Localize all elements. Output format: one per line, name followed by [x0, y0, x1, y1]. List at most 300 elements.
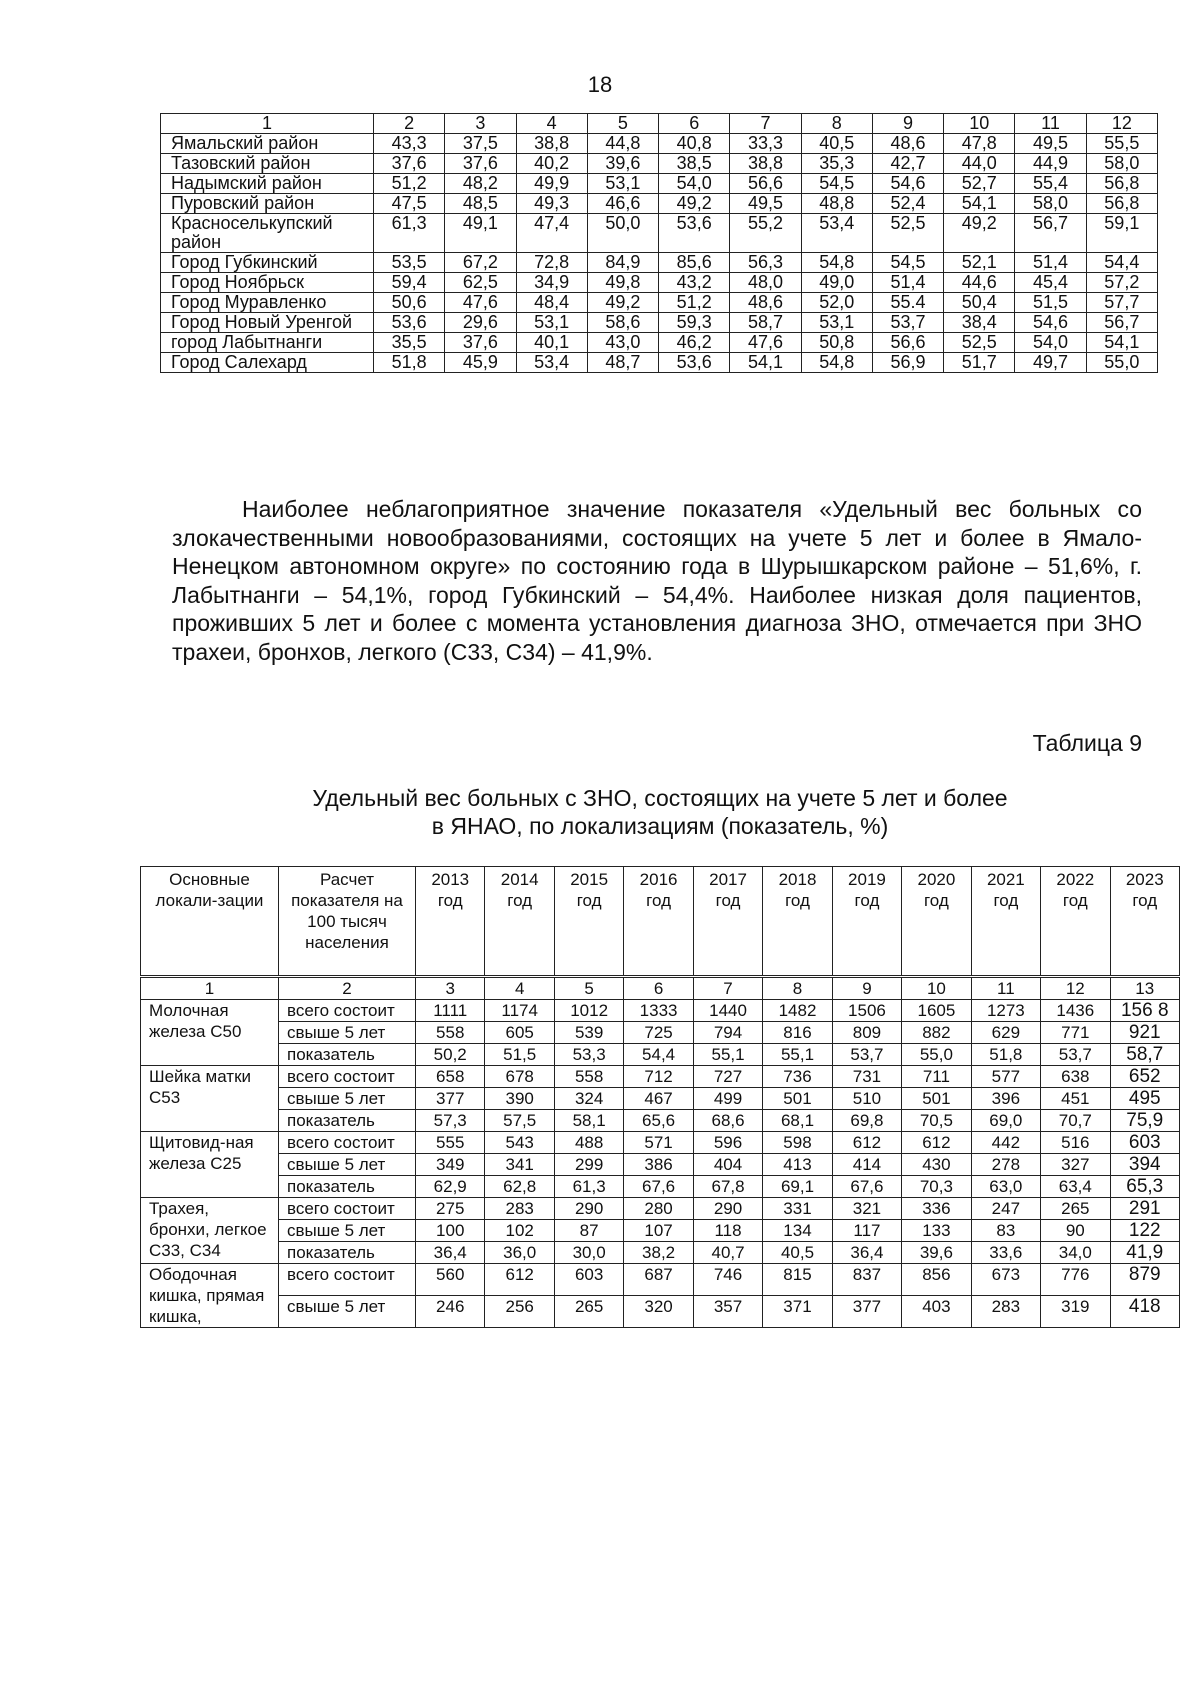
value-cell: 117 [832, 1220, 901, 1242]
value-cell: 59,1 [1086, 214, 1157, 253]
localization-name: Трахея, бронхи, легкое С33, С34 [141, 1198, 279, 1264]
column-number-cell: 7 [693, 977, 762, 1000]
value-cell: 49,8 [587, 273, 658, 293]
column-number-cell: 6 [659, 114, 730, 134]
value-cell: 118 [693, 1220, 762, 1242]
value-cell: 712 [624, 1066, 693, 1088]
summary-paragraph: Наиболее неблагоприятное значение показателя «Удельный вес больных со злокачественными новообразованиями, состоящих на учете 5 лет и более в Ямало-Ненецком автономном округе» по состоянию года в Шурышкарском районе – 51,6%, г. Лабытнанги – 54,1%, город Губкинский – 54,4%. Наиболее низкая доля пациентов, проживших 5 лет и более с момента установления диагноза ЗНО, отмечается при ЗНО трахеи, бронхов, легкого (С33, С34) – 41,9%. [172, 496, 1142, 665]
value-cell: 39,6 [587, 154, 658, 174]
value-cell: 53,4 [516, 353, 587, 373]
value-cell: 50,4 [944, 293, 1015, 313]
value-cell: 54,5 [872, 253, 943, 273]
value-cell: 34,0 [1041, 1242, 1110, 1264]
value-cell: 38,8 [730, 154, 801, 174]
value-cell: 47,8 [944, 134, 1015, 154]
value-cell: 1482 [763, 1000, 832, 1022]
value-cell: 56,9 [872, 353, 943, 373]
value-cell: 58,0 [1086, 154, 1157, 174]
value-cell: 51,8 [374, 353, 445, 373]
value-cell: 48,0 [730, 273, 801, 293]
value-cell: 357 [693, 1296, 762, 1328]
value-cell: 47,6 [730, 333, 801, 353]
value-cell: 54,6 [872, 174, 943, 194]
value-cell: 394 [1110, 1154, 1179, 1176]
value-cell: 59,3 [659, 313, 730, 333]
value-cell: 40,5 [801, 134, 872, 154]
value-cell: 629 [971, 1022, 1040, 1044]
value-cell: 85,6 [659, 253, 730, 273]
value-cell: 48,8 [801, 194, 872, 214]
value-cell: 731 [832, 1066, 901, 1088]
calculation-label: показатель [279, 1044, 416, 1066]
value-cell: 501 [763, 1088, 832, 1110]
value-cell: 53,1 [801, 313, 872, 333]
value-cell: 90 [1041, 1220, 1110, 1242]
value-cell: 156 8 [1110, 1000, 1179, 1022]
header-year: 2013 год [416, 867, 485, 977]
value-cell: 349 [416, 1154, 485, 1176]
table-row [141, 1220, 1180, 1242]
column-number-cell: 3 [416, 977, 485, 1000]
value-cell: 37,5 [445, 134, 516, 154]
value-cell: 711 [902, 1066, 971, 1088]
column-number-cell: 4 [485, 977, 554, 1000]
value-cell: 442 [971, 1132, 1040, 1154]
value-cell: 499 [693, 1088, 762, 1110]
value-cell: 341 [485, 1154, 554, 1176]
value-cell: 320 [624, 1296, 693, 1328]
value-cell: 53,1 [516, 313, 587, 333]
value-cell: 102 [485, 1220, 554, 1242]
value-cell: 539 [554, 1022, 623, 1044]
value-cell: 56,8 [1086, 194, 1157, 214]
value-cell: 38,4 [944, 313, 1015, 333]
value-cell: 44,6 [944, 273, 1015, 293]
value-cell: 687 [624, 1264, 693, 1296]
table-row [141, 1000, 1180, 1022]
value-cell: 134 [763, 1220, 832, 1242]
value-cell: 794 [693, 1022, 762, 1044]
calculation-label: всего состоит [279, 1066, 416, 1088]
value-cell: 558 [554, 1066, 623, 1088]
value-cell: 652 [1110, 1066, 1179, 1088]
value-cell: 57,2 [1086, 273, 1157, 293]
value-cell: 46,6 [587, 194, 658, 214]
district-name: Красноселькупский район [161, 214, 374, 253]
column-number-cell: 11 [1015, 114, 1086, 134]
value-cell: 299 [554, 1154, 623, 1176]
header-year: 2022 год [1041, 867, 1110, 977]
header-year: 2015 год [554, 867, 623, 977]
value-cell: 856 [902, 1264, 971, 1296]
value-cell: 55,2 [730, 214, 801, 253]
value-cell: 59,4 [374, 273, 445, 293]
value-cell: 57,5 [485, 1110, 554, 1132]
value-cell: 54,5 [801, 174, 872, 194]
header-year: 2020 год [902, 867, 971, 977]
header-year: 2019 год [832, 867, 901, 977]
value-cell: 377 [416, 1088, 485, 1110]
value-cell: 56,8 [1086, 174, 1157, 194]
calculation-label: всего состоит [279, 1000, 416, 1022]
calculation-label: всего состоит [279, 1198, 416, 1220]
value-cell: 49,5 [730, 194, 801, 214]
calculation-label: свыше 5 лет [279, 1088, 416, 1110]
calculation-label: всего состоит [279, 1132, 416, 1154]
calculation-label: свыше 5 лет [279, 1220, 416, 1242]
table-row [141, 1296, 1180, 1328]
value-cell: 736 [763, 1066, 832, 1088]
value-cell: 638 [1041, 1066, 1110, 1088]
column-number-cell: 10 [944, 114, 1015, 134]
value-cell: 467 [624, 1088, 693, 1110]
column-number-cell: 7 [730, 114, 801, 134]
column-number-cell: 8 [801, 114, 872, 134]
value-cell: 69,8 [832, 1110, 901, 1132]
value-cell: 612 [485, 1264, 554, 1296]
value-cell: 46,2 [659, 333, 730, 353]
value-cell: 57,3 [416, 1110, 485, 1132]
value-cell: 40,1 [516, 333, 587, 353]
value-cell: 55,5 [1086, 134, 1157, 154]
value-cell: 290 [554, 1198, 623, 1220]
value-cell: 68,6 [693, 1110, 762, 1132]
value-cell: 612 [832, 1132, 901, 1154]
value-cell: 70,7 [1041, 1110, 1110, 1132]
value-cell: 38,2 [624, 1242, 693, 1264]
column-number-cell: 5 [554, 977, 623, 1000]
value-cell: 510 [832, 1088, 901, 1110]
column-number-cell: 9 [832, 977, 901, 1000]
value-cell: 54,0 [1015, 333, 1086, 353]
value-cell: 555 [416, 1132, 485, 1154]
value-cell: 809 [832, 1022, 901, 1044]
column-number-cell: 12 [1041, 977, 1110, 1000]
table-row [161, 253, 1158, 273]
value-cell: 403 [902, 1296, 971, 1328]
value-cell: 50,8 [801, 333, 872, 353]
table-row [161, 214, 1158, 253]
value-cell: 882 [902, 1022, 971, 1044]
value-cell: 29,6 [445, 313, 516, 333]
value-cell: 414 [832, 1154, 901, 1176]
table-row [161, 174, 1158, 194]
value-cell: 70,5 [902, 1110, 971, 1132]
value-cell: 52,4 [872, 194, 943, 214]
value-cell: 596 [693, 1132, 762, 1154]
value-cell: 48,2 [445, 174, 516, 194]
column-number-cell: 2 [279, 977, 416, 1000]
value-cell: 52,5 [872, 214, 943, 253]
table-row [161, 194, 1158, 214]
value-cell: 51,4 [872, 273, 943, 293]
value-cell: 75,9 [1110, 1110, 1179, 1132]
value-cell: 603 [1110, 1132, 1179, 1154]
value-cell: 816 [763, 1022, 832, 1044]
value-cell: 52,7 [944, 174, 1015, 194]
column-number-cell: 3 [445, 114, 516, 134]
column-number-cell: 6 [624, 977, 693, 1000]
value-cell: 48,7 [587, 353, 658, 373]
value-cell: 678 [485, 1066, 554, 1088]
localization-name: Молочная железа С50 [141, 1000, 279, 1066]
value-cell: 327 [1041, 1154, 1110, 1176]
value-cell: 44,9 [1015, 154, 1086, 174]
value-cell: 598 [763, 1132, 832, 1154]
value-cell: 49,0 [801, 273, 872, 293]
header-year: 2023 год [1110, 867, 1179, 977]
value-cell: 673 [971, 1264, 1040, 1296]
value-cell: 49,7 [1015, 353, 1086, 373]
table-row [161, 333, 1158, 353]
column-number-cell: 10 [902, 977, 971, 1000]
value-cell: 56,6 [730, 174, 801, 194]
value-cell: 1012 [554, 1000, 623, 1022]
value-cell: 58,0 [1015, 194, 1086, 214]
value-cell: 404 [693, 1154, 762, 1176]
value-cell: 256 [485, 1296, 554, 1328]
header-year: 2021 год [971, 867, 1040, 977]
value-cell: 879 [1110, 1264, 1179, 1296]
value-cell: 53,3 [554, 1044, 623, 1066]
table-row [161, 134, 1158, 154]
value-cell: 52,1 [944, 253, 1015, 273]
column-number-cell: 2 [374, 114, 445, 134]
column-number-cell: 11 [971, 977, 1040, 1000]
value-cell: 51,4 [1015, 253, 1086, 273]
column-number-cell: 5 [587, 114, 658, 134]
localization-name: Ободочная кишка, прямая кишка, [141, 1264, 279, 1328]
value-cell: 396 [971, 1088, 1040, 1110]
column-number-cell: 8 [763, 977, 832, 1000]
calculation-label: всего состоит [279, 1264, 416, 1296]
table-header-row [141, 867, 1180, 977]
value-cell: 47,4 [516, 214, 587, 253]
table-label: Таблица 9 [1032, 730, 1142, 756]
value-cell: 605 [485, 1022, 554, 1044]
value-cell: 1333 [624, 1000, 693, 1022]
value-cell: 37,6 [374, 154, 445, 174]
value-cell: 62,5 [445, 273, 516, 293]
value-cell: 56,7 [1015, 214, 1086, 253]
value-cell: 49,2 [587, 293, 658, 313]
value-cell: 61,3 [554, 1176, 623, 1198]
value-cell: 40,2 [516, 154, 587, 174]
calculation-label: показатель [279, 1242, 416, 1264]
value-cell: 49,2 [944, 214, 1015, 253]
header-year: 2016 год [624, 867, 693, 977]
table-title [160, 784, 1160, 840]
value-cell: 35,5 [374, 333, 445, 353]
column-number-cell: 1 [161, 114, 374, 134]
value-cell: 38,5 [659, 154, 730, 174]
value-cell: 727 [693, 1066, 762, 1088]
value-cell: 45,9 [445, 353, 516, 373]
value-cell: 725 [624, 1022, 693, 1044]
value-cell: 516 [1041, 1132, 1110, 1154]
district-name: Ямальский район [161, 134, 374, 154]
table-row [161, 154, 1158, 174]
value-cell: 451 [1041, 1088, 1110, 1110]
table-row [161, 293, 1158, 313]
district-name: Город Новый Уренгой [161, 313, 374, 333]
header-year: 2017 год [693, 867, 762, 977]
value-cell: 34,9 [516, 273, 587, 293]
value-cell: 63,0 [971, 1176, 1040, 1198]
value-cell: 68,1 [763, 1110, 832, 1132]
value-cell: 55,1 [763, 1044, 832, 1066]
table-row [141, 1176, 1180, 1198]
localization-name: Щитовид-ная железа С25 [141, 1132, 279, 1198]
value-cell: 57,7 [1086, 293, 1157, 313]
value-cell: 33,6 [971, 1242, 1040, 1264]
value-cell: 54,1 [1086, 333, 1157, 353]
value-cell: 58,7 [730, 313, 801, 333]
value-cell: 36,0 [485, 1242, 554, 1264]
value-cell: 53,7 [1041, 1044, 1110, 1066]
value-cell: 48,6 [872, 134, 943, 154]
value-cell: 44,8 [587, 134, 658, 154]
value-cell: 51,2 [659, 293, 730, 313]
calculation-label: показатель [279, 1176, 416, 1198]
value-cell: 58,1 [554, 1110, 623, 1132]
table-row [141, 1132, 1180, 1154]
value-cell: 488 [554, 1132, 623, 1154]
value-cell: 1506 [832, 1000, 901, 1022]
value-cell: 53,7 [872, 313, 943, 333]
header-localization: Основные локали-зации [141, 867, 279, 977]
table-row [161, 313, 1158, 333]
column-number-cell: 1 [141, 977, 279, 1000]
value-cell: 48,5 [445, 194, 516, 214]
value-cell: 746 [693, 1264, 762, 1296]
value-cell: 53,6 [659, 353, 730, 373]
value-cell: 319 [1041, 1296, 1110, 1328]
value-cell: 55,1 [693, 1044, 762, 1066]
calculation-label: свыше 5 лет [279, 1022, 416, 1044]
header-year: 2014 год [485, 867, 554, 977]
value-cell: 53,6 [659, 214, 730, 253]
value-cell: 1273 [971, 1000, 1040, 1022]
value-cell: 265 [554, 1296, 623, 1328]
value-cell: 87 [554, 1220, 623, 1242]
value-cell: 47,5 [374, 194, 445, 214]
value-cell: 54,1 [730, 353, 801, 373]
value-cell: 84,9 [587, 253, 658, 273]
value-cell: 51,5 [1015, 293, 1086, 313]
table-row [141, 1242, 1180, 1264]
column-number-cell: 13 [1110, 977, 1179, 1000]
value-cell: 390 [485, 1088, 554, 1110]
value-cell: 371 [763, 1296, 832, 1328]
column-number-cell: 4 [516, 114, 587, 134]
value-cell: 41,9 [1110, 1242, 1179, 1264]
value-cell: 56,3 [730, 253, 801, 273]
calculation-label: свыше 5 лет [279, 1154, 416, 1176]
value-cell: 53,1 [587, 174, 658, 194]
table-row [141, 1088, 1180, 1110]
value-cell: 37,6 [445, 154, 516, 174]
value-cell: 49,3 [516, 194, 587, 214]
district-name: Надымский район [161, 174, 374, 194]
value-cell: 278 [971, 1154, 1040, 1176]
value-cell: 133 [902, 1220, 971, 1242]
value-cell: 50,0 [587, 214, 658, 253]
table-title-line-1: Удельный вес больных с ЗНО, состоящих на учете 5 лет и более [312, 785, 1008, 811]
calculation-label: показатель [279, 1110, 416, 1132]
localization-name: Шейка матки С53 [141, 1066, 279, 1132]
value-cell: 54,0 [659, 174, 730, 194]
value-cell: 776 [1041, 1264, 1110, 1296]
value-cell: 55.4 [872, 293, 943, 313]
table-row [141, 1044, 1180, 1066]
value-cell: 53,5 [374, 253, 445, 273]
value-cell: 658 [416, 1066, 485, 1088]
value-cell: 612 [902, 1132, 971, 1154]
value-cell: 56,7 [1086, 313, 1157, 333]
value-cell: 69,1 [763, 1176, 832, 1198]
value-cell: 837 [832, 1264, 901, 1296]
value-cell: 571 [624, 1132, 693, 1154]
value-cell: 45,4 [1015, 273, 1086, 293]
district-name: город Лабытнанги [161, 333, 374, 353]
value-cell: 122 [1110, 1220, 1179, 1242]
value-cell: 38,8 [516, 134, 587, 154]
value-cell: 52,5 [944, 333, 1015, 353]
value-cell: 247 [971, 1198, 1040, 1220]
district-name: Тазовский район [161, 154, 374, 174]
value-cell: 815 [763, 1264, 832, 1296]
value-cell: 36,4 [832, 1242, 901, 1264]
value-cell: 246 [416, 1296, 485, 1328]
value-cell: 54,8 [801, 253, 872, 273]
value-cell: 36,4 [416, 1242, 485, 1264]
value-cell: 65,6 [624, 1110, 693, 1132]
value-cell: 47,6 [445, 293, 516, 313]
header-calculation: Расчет показателя на 100 тысяч населения [279, 867, 416, 977]
value-cell: 1605 [902, 1000, 971, 1022]
district-name: Пуровский район [161, 194, 374, 214]
value-cell: 72,8 [516, 253, 587, 273]
value-cell: 39,6 [902, 1242, 971, 1264]
value-cell: 331 [763, 1198, 832, 1220]
value-cell: 52,0 [801, 293, 872, 313]
value-cell: 51,5 [485, 1044, 554, 1066]
table-row [141, 1154, 1180, 1176]
value-cell: 62,9 [416, 1176, 485, 1198]
value-cell: 324 [554, 1088, 623, 1110]
header-year: 2018 год [763, 867, 832, 977]
column-number-cell: 12 [1086, 114, 1157, 134]
column-number-row [141, 977, 1180, 1000]
value-cell: 43,2 [659, 273, 730, 293]
value-cell: 43,3 [374, 134, 445, 154]
value-cell: 321 [832, 1198, 901, 1220]
value-cell: 290 [693, 1198, 762, 1220]
value-cell: 53,6 [374, 313, 445, 333]
column-number-row [161, 114, 1158, 134]
value-cell: 283 [485, 1198, 554, 1220]
value-cell: 283 [971, 1296, 1040, 1328]
value-cell: 771 [1041, 1022, 1110, 1044]
table-row [141, 1198, 1180, 1220]
value-cell: 55,0 [1086, 353, 1157, 373]
value-cell: 54,8 [801, 353, 872, 373]
value-cell: 63,4 [1041, 1176, 1110, 1198]
district-name: Город Ноябрьск [161, 273, 374, 293]
value-cell: 83 [971, 1220, 1040, 1242]
value-cell: 50,2 [416, 1044, 485, 1066]
